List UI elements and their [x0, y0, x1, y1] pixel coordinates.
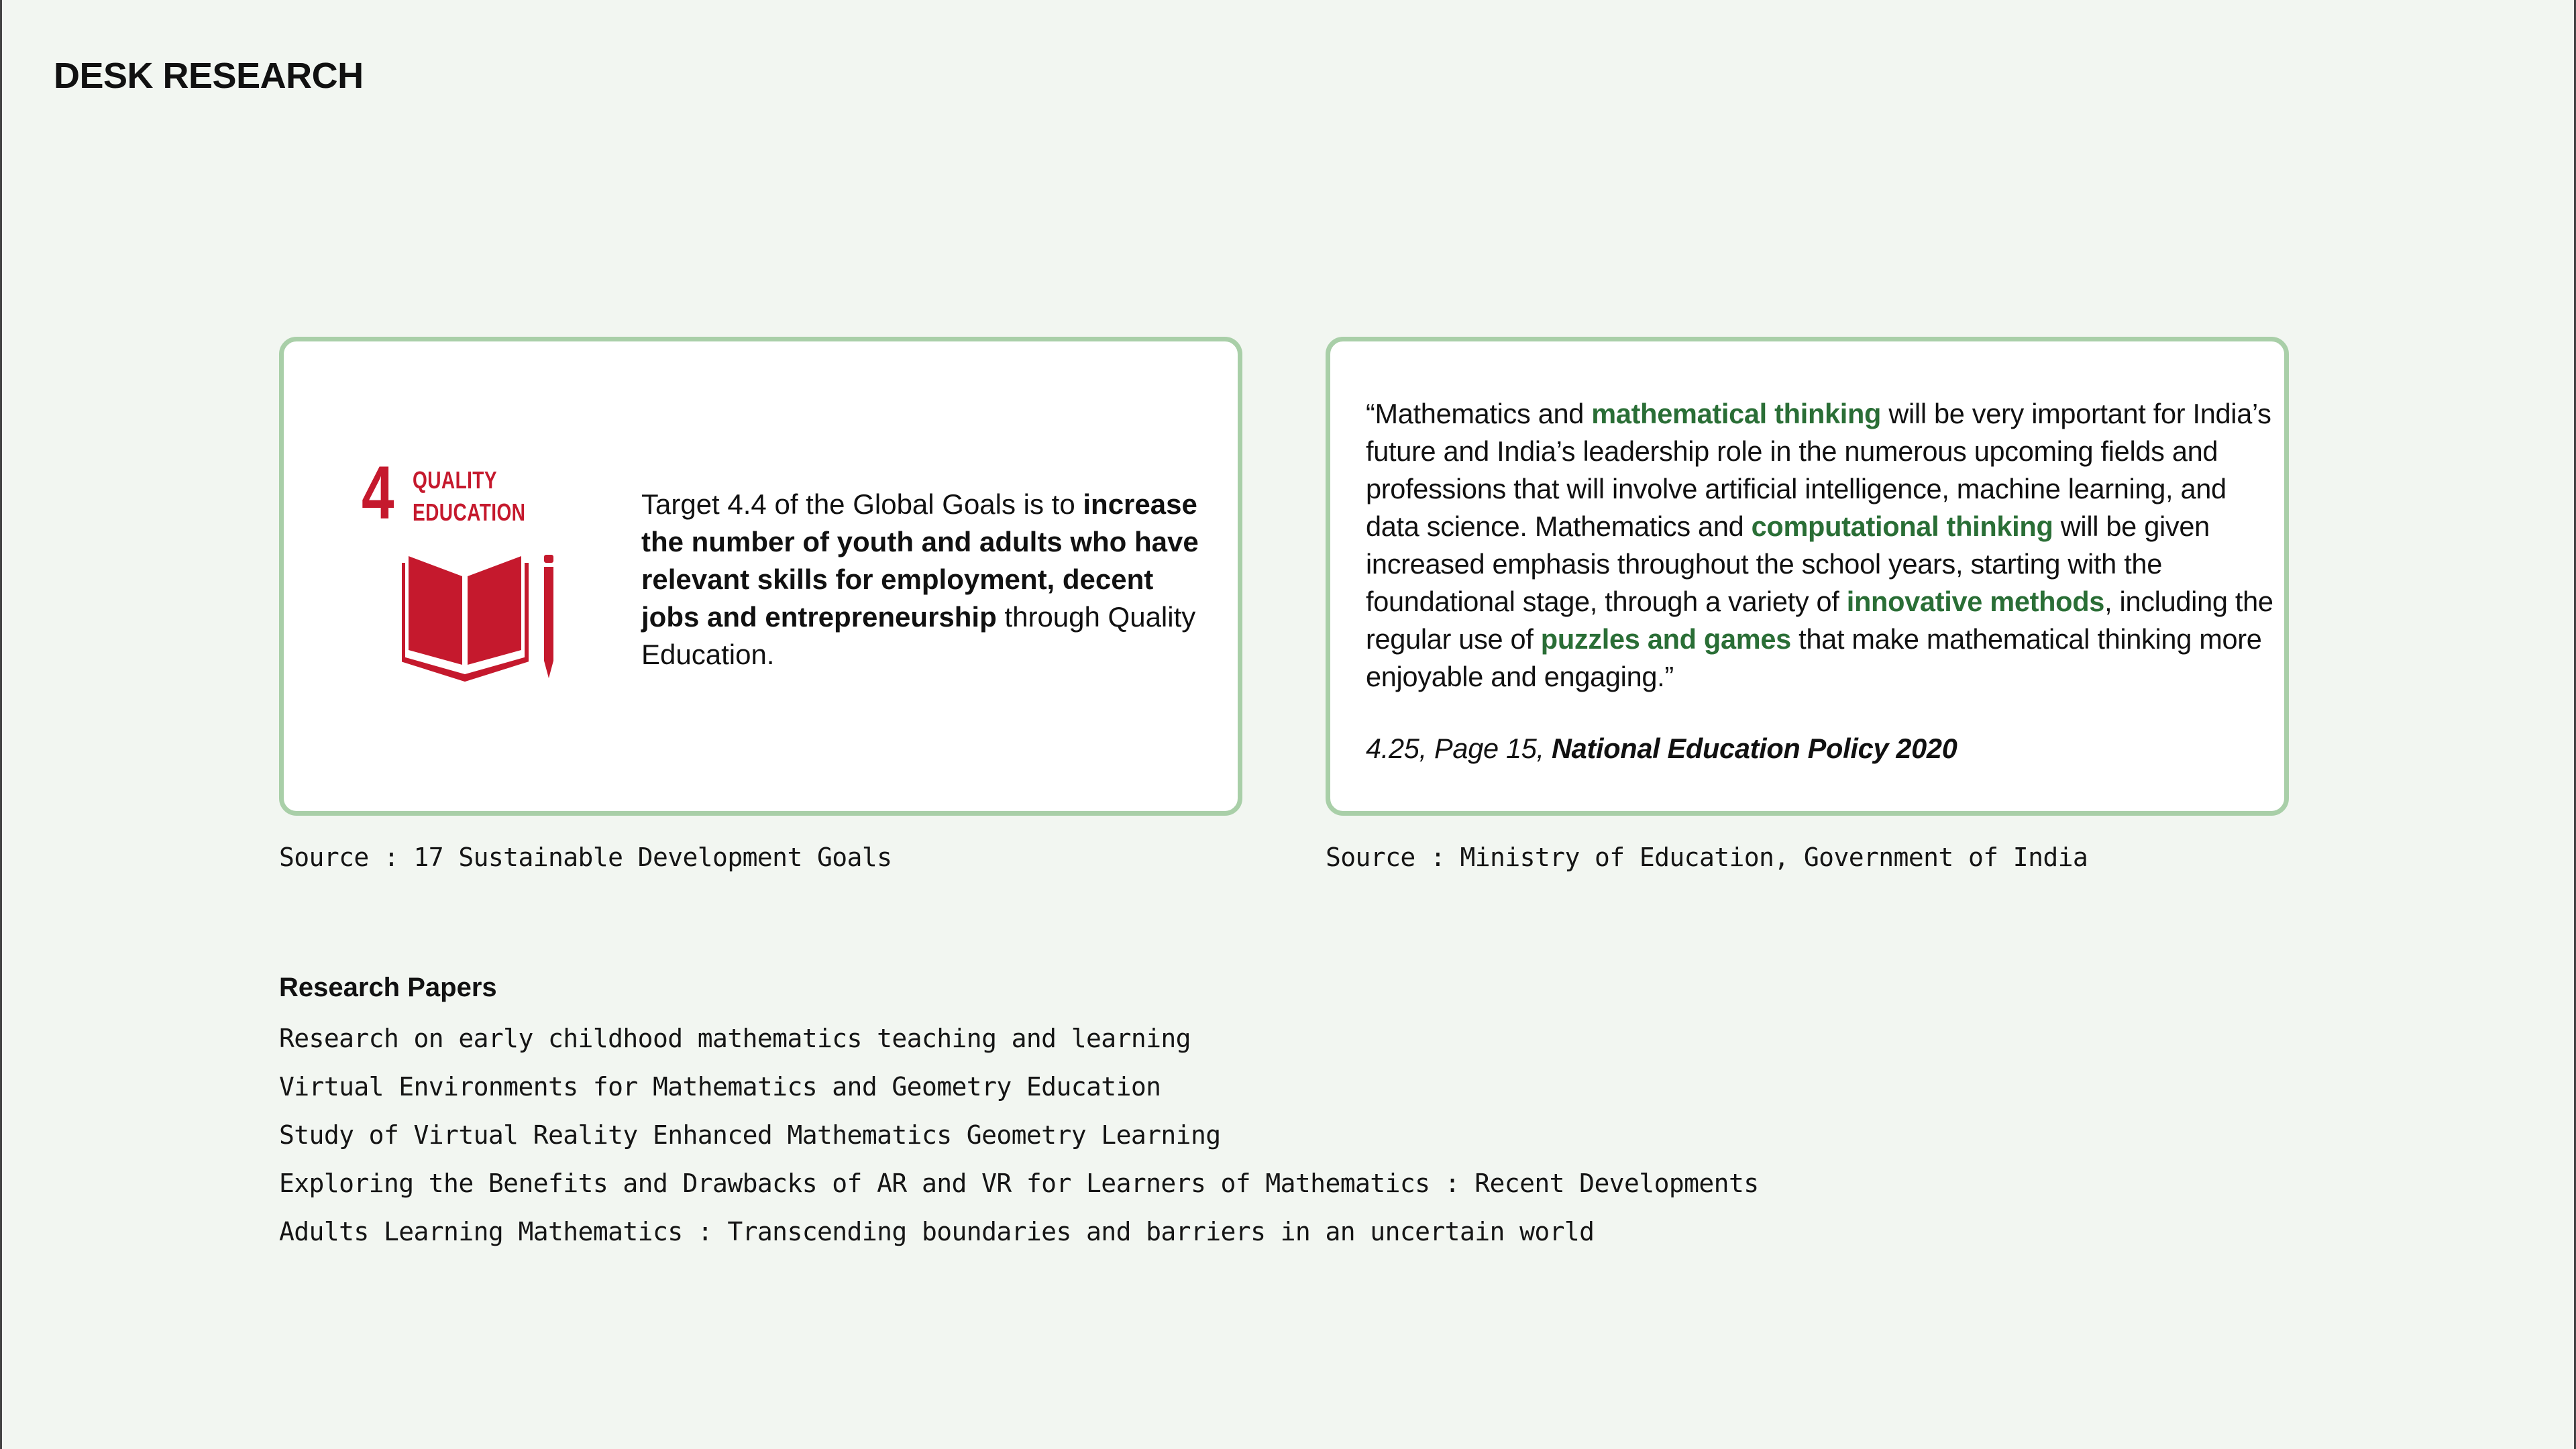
sdg-card: [279, 337, 1242, 816]
quote-highlight: computational thinking: [1751, 511, 2053, 542]
nep-source: Source : Ministry of Education, Government of India: [1326, 843, 2088, 872]
quote-part: will be very important for India’s future and India’s leadership role in the numerous upcoming fields and professions that will involve artificial intelligence, machine learning, and data science. Mathematics and: [1366, 398, 2271, 542]
sdg-label-line2: EDUCATION: [413, 498, 526, 526]
citation-ref: 4.25, Page 15,: [1366, 733, 1552, 764]
sdg-source: Source : 17 Sustainable Development Goals: [279, 843, 892, 872]
citation-title: National Education Policy 2020: [1552, 733, 1957, 764]
research-papers-list: [279, 1020, 1759, 1261]
nep-card: [1326, 337, 2289, 816]
quote-highlight: puzzles and games: [1540, 623, 1791, 655]
quote-part: “Mathematics and: [1366, 398, 1592, 429]
quote-highlight: mathematical thinking: [1591, 398, 1882, 429]
nep-quote: [1366, 395, 2278, 696]
quote-part: that make mathematical thinking more enjoyable and engaging.”: [1366, 623, 2262, 692]
research-paper-item: Research on early childhood mathematics teaching and learning: [279, 1024, 1191, 1053]
nep-citation: [1366, 733, 1957, 765]
sdg-target-intro: Target 4.4 of the Global Goals is to: [641, 488, 1083, 520]
page-title: DESK RESEARCH: [54, 56, 364, 96]
quote-highlight: innovative methods: [1846, 586, 2105, 617]
research-paper-item: Virtual Environments for Mathematics and Geometry Education: [279, 1072, 1161, 1102]
research-paper-item: Exploring the Benefits and Drawbacks of AR and VR for Learners of Mathematics : Recent Developments: [279, 1169, 1759, 1198]
sdg-target-bold: increase the number of youth and adults who have relevant skills for employment, decent jobs and entrepreneurship: [641, 488, 1199, 633]
research-papers-heading: Research Papers: [279, 973, 497, 1002]
research-paper-item: Adults Learning Mathematics : Transcending boundaries and barriers in an uncertain world: [279, 1217, 1595, 1246]
quote-part: will be given increased emphasis throughout the school years, starting with the foundational stage, through a variety of: [1366, 511, 2210, 617]
open-book-pencil-icon: [402, 549, 570, 684]
quote-part: , including the regular use of: [1366, 586, 2273, 655]
sdg-label-line1: QUALITY: [413, 466, 497, 494]
sdg-label: [413, 464, 525, 529]
sdg-target-outro: through Quality Education.: [641, 601, 1196, 670]
research-paper-item: Study of Virtual Reality Enhanced Mathematics Geometry Learning: [279, 1120, 1221, 1150]
sdg-target-text: [641, 486, 1218, 674]
sdg-number: 4: [362, 451, 394, 535]
